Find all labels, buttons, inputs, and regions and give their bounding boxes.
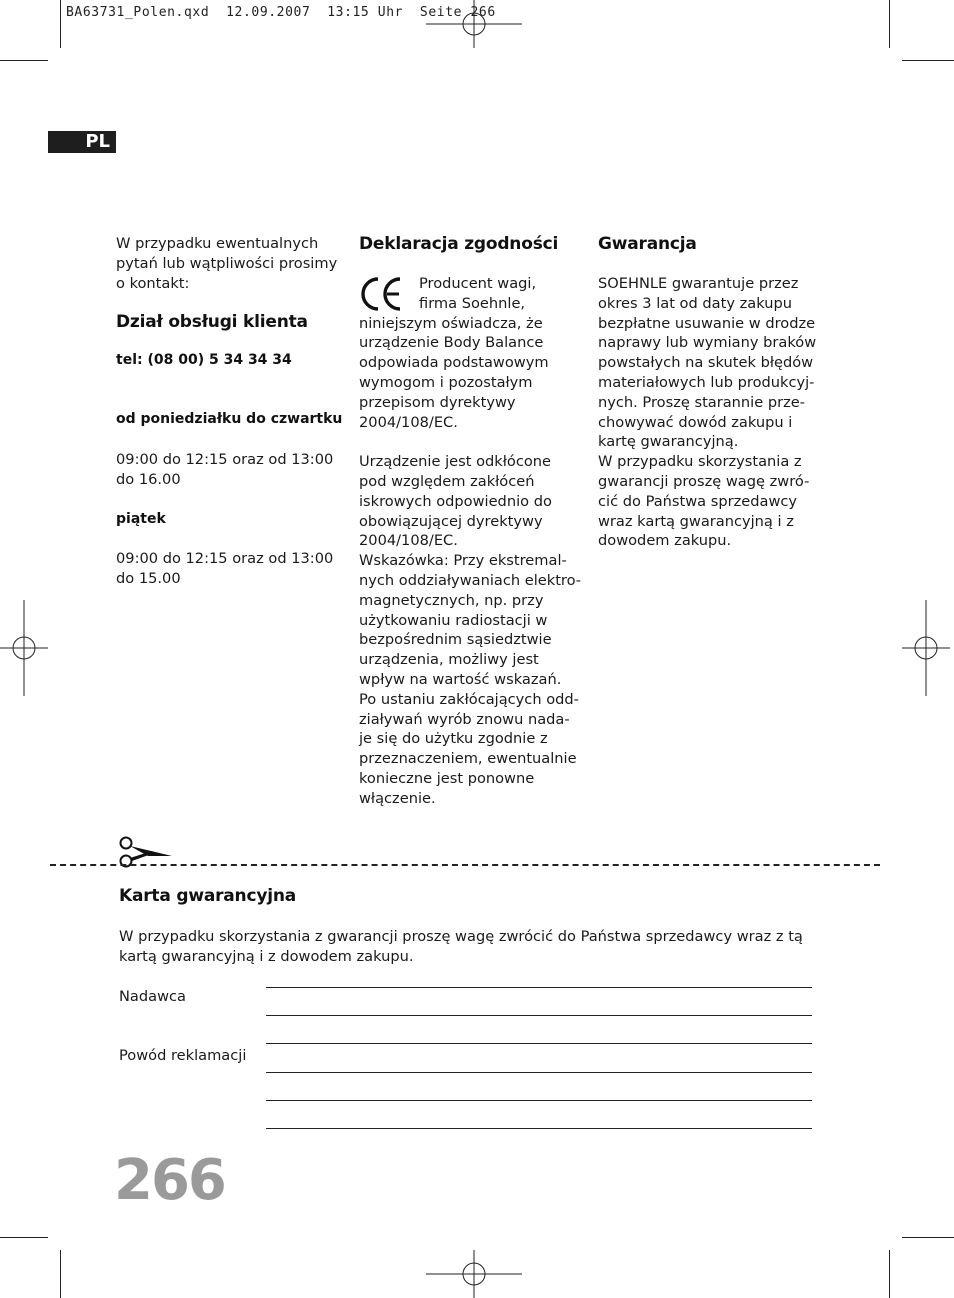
customer-service-heading: Dział obsługi klienta [116,312,308,333]
form-line-reason-3 [266,1100,812,1101]
registration-mark-left [0,600,48,696]
cut-line [50,864,880,866]
warranty-card-heading: Karta gwarancyjna [119,886,297,906]
sender-label: Nadawca [119,988,186,1005]
declaration-column [359,234,589,809]
crop-mark-top-right-h [902,60,954,61]
crop-mark-bottom-right-v [889,1250,890,1298]
hours-friday-label: piątek [116,510,166,527]
hours-weekdays-label: od poniedziałku do czwartku [116,411,343,428]
declaration-intro: Producent wagi, firma Soehnle, [419,275,537,312]
crop-mark-top-left-v [60,0,61,48]
print-slug: BA63731_Polen.qxd 12.09.2007 13:15 Uhr Seite 266 [66,5,496,20]
declaration-heading: Deklaracja zgodności [359,234,559,254]
ce-block [359,274,589,314]
registration-mark-bottom [426,1250,522,1298]
language-badge: PL [48,131,116,153]
form-line-reason-2 [266,1072,812,1073]
crop-mark-top-left-h [0,60,48,61]
contact-column [116,234,346,589]
contact-intro: W przypadku ewentualnych pytań lub wątpliwości prosimy o kontakt: [116,235,338,292]
form-line-reason-1 [266,1043,812,1044]
crop-mark-bottom-left-h [0,1237,48,1238]
crop-mark-top-right-v [889,0,890,48]
registration-mark-right [902,600,950,696]
hours-weekdays: 09:00 do 12:15 oraz od 13:00 do 16.00 [116,450,334,488]
ce-mark-icon [359,276,405,312]
warranty-card [119,886,819,967]
registration-mark-top [426,0,522,48]
warranty-column [598,234,828,551]
form-line-reason-4 [266,1128,812,1129]
form-line-sender-1 [266,987,812,988]
interference-text: Urządzenie jest odkłócone pod względem zakłóceń iskrowych odpowiednio do obowiązującej dyrektywy 2004/108/EC. Wskazówka: Przy ekstremal- nych oddziaływaniach elektro- magnetycznych, np. przy użytkowaniu radiostacji w bezpośrednim sąsiedztwie urządzenia, możliwy jest wpływ na wartość wskazań. Po ustaniu zakłócających odd- ziaływań wyrób znowu nada- je się do użytku zgodnie z przeznaczeniem, ewentualnie konieczne jest ponowne włączenie. [359,453,582,807]
form-line-sender-2 [266,1015,812,1016]
crop-mark-bottom-left-v [60,1250,61,1298]
crop-mark-bottom-right-h [902,1237,954,1238]
hours-friday: 09:00 do 12:15 oraz od 13:00 do 15.00 [116,550,334,588]
warranty-card-text: W przypadku skorzystania z gwarancji proszę wagę zwrócić do Państwa sprzedawcy wraz z tą kartą gwarancyjną i z dowodem zakupu. [119,928,803,965]
warranty-text: SOEHNLE gwarantuje przez okres 3 lat od daty zakupu bezpłatne usuwanie w drodze naprawy lub wymiany braków powstałych na skutek błędów materiałowych lub produkcyj- nych. Proszę starannie prze- chowywać dowód zakupu i kartę gwarancyjną. W przypadku skorzystania z gwarancji proszę wagę zwró- cić do Państwa sprzedawcy wraz kartą gwarancyjną i z dowodem zakupu. [598,275,817,550]
reason-label: Powód reklamacji [119,1047,247,1064]
declaration-text: niniejszym oświadcza, że urządzenie Body Balance odpowiada podstawowym wymogom i pozostałym przepisom dyrektywy 2004/108/EC. [359,314,549,431]
page-number: 266 [114,1148,225,1213]
warranty-heading: Gwarancja [598,234,697,254]
phone-number: tel: (08 00) 5 34 34 34 [116,352,292,369]
